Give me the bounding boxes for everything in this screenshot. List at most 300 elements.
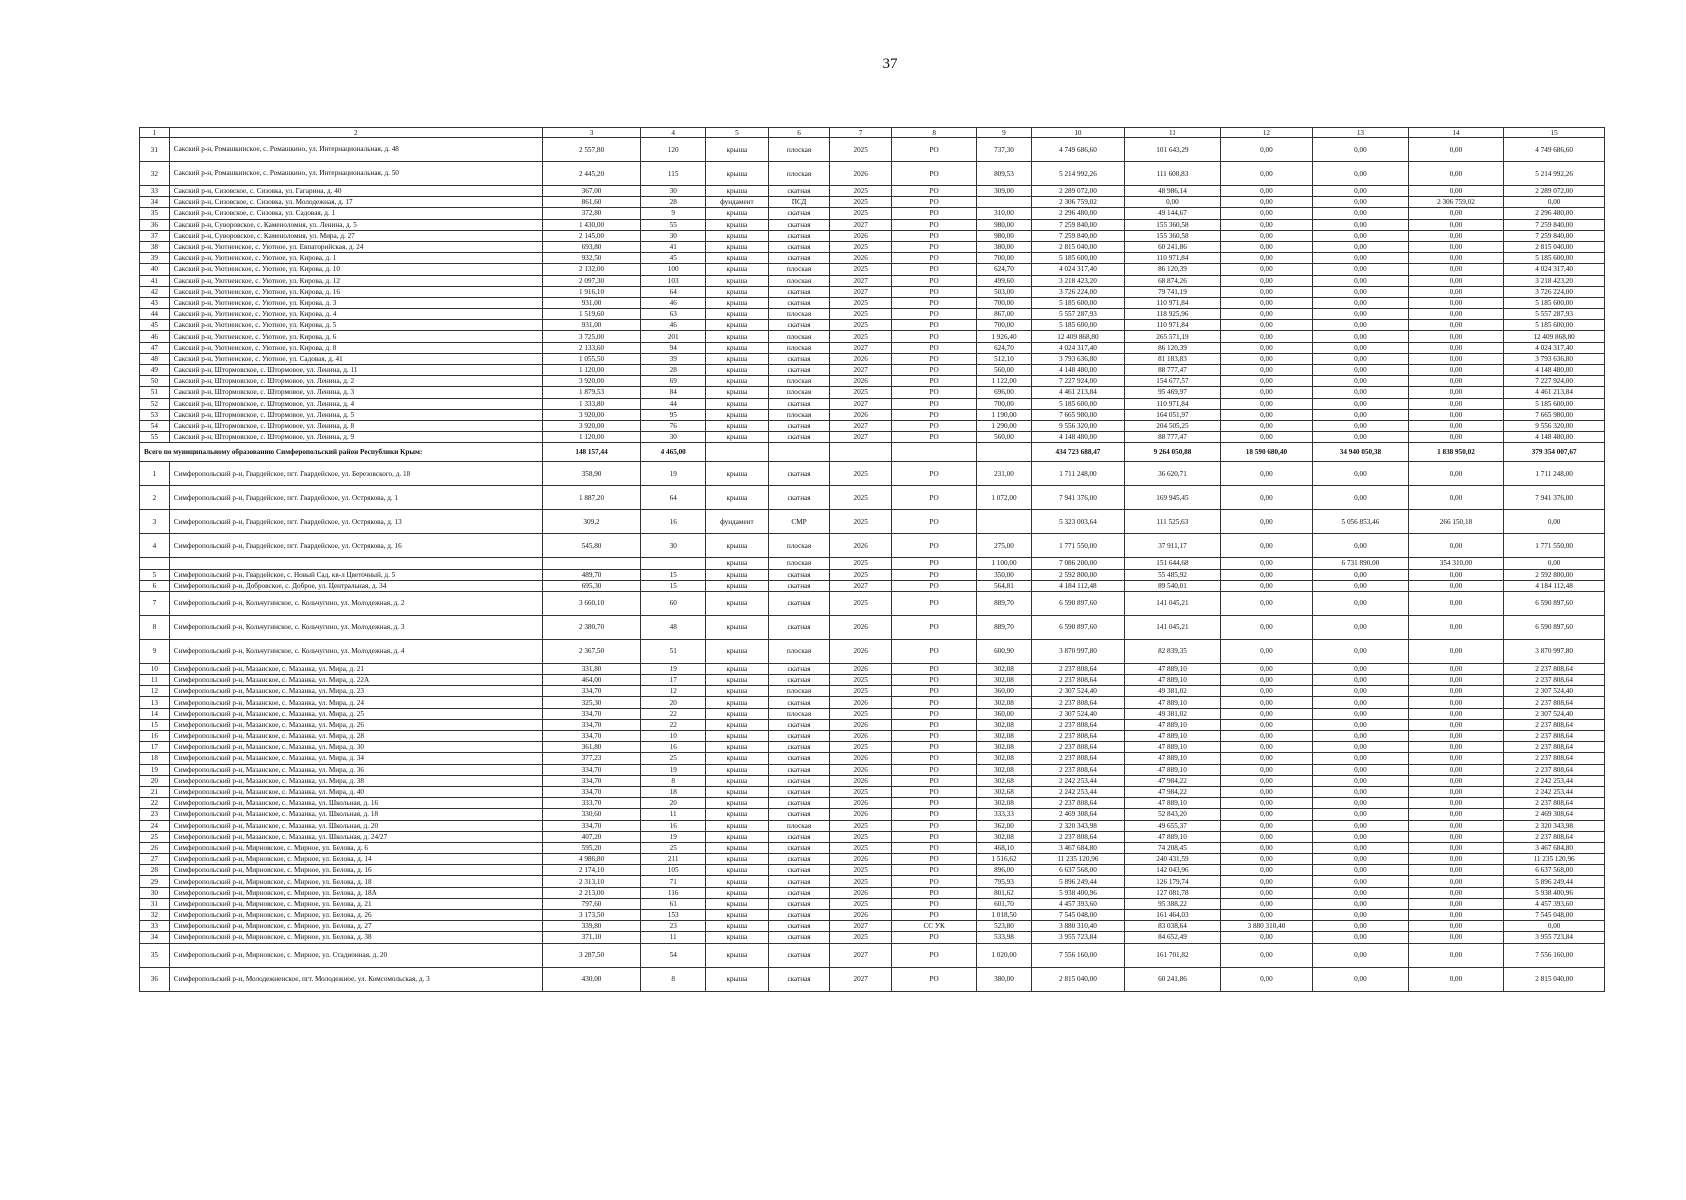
value-cell-c13: 0,00 xyxy=(1313,186,1409,197)
value-cell-c3: 2 145,00 xyxy=(542,230,641,241)
value-cell-c12: 0,00 xyxy=(1220,462,1312,486)
value-cell-c4: 201 xyxy=(641,331,706,342)
value-cell-c13: 0,00 xyxy=(1313,921,1409,932)
value-cell-c7: 2025 xyxy=(830,186,892,197)
value-cell-c3: 333,70 xyxy=(542,798,641,809)
address-cell: Симферопольский р-н, Мирновское, с. Мирное, ул. Белова, д. 16 xyxy=(169,865,542,876)
table-row xyxy=(140,675,1605,686)
value-cell-c15: 4 024 317,40 xyxy=(1504,264,1605,275)
value-cell-c11: 83 038,64 xyxy=(1125,921,1221,932)
value-cell-c9: 302,08 xyxy=(977,764,1031,775)
value-cell-c12: 0,00 xyxy=(1220,309,1312,320)
value-cell-c7: 2026 xyxy=(830,887,892,898)
value-cell-c7: 2026 xyxy=(830,615,892,639)
address-cell: Симферопольский р-н, Добровское, с. Доброе, ул. Центральная, д. 34 xyxy=(169,580,542,591)
value-cell-c13: 0,00 xyxy=(1313,663,1409,674)
value-cell-c3: 361,80 xyxy=(542,742,641,753)
value-cell-c7: 2025 xyxy=(830,898,892,909)
value-cell-c10: 7 259 840,00 xyxy=(1031,219,1124,230)
value-cell-c11: 60 241,86 xyxy=(1125,241,1221,252)
address-cell: Сакский р-н, Штормовское, с. Штормовое, ул. Ленина, д. 4 xyxy=(169,398,542,409)
value-cell-c8: РО xyxy=(891,331,976,342)
row-number: 3 xyxy=(140,510,170,534)
total-empty-c5 xyxy=(706,443,769,462)
value-cell-c3: 334,70 xyxy=(542,686,641,697)
value-cell-c5: крыша xyxy=(706,432,769,443)
address-cell: Симферопольский р-н, Мазанское, с. Мазанка, ул. Мира, д. 21 xyxy=(169,663,542,674)
row-number: 1 xyxy=(140,462,170,486)
value-cell-c6: скатная xyxy=(768,697,830,708)
value-cell-c5: крыша xyxy=(706,854,769,865)
value-cell-c3: 3 920,00 xyxy=(542,376,641,387)
value-cell-c11: 68 874,26 xyxy=(1125,275,1221,286)
value-cell-c8: РО xyxy=(891,365,976,376)
value-cell-c6: скатная xyxy=(768,230,830,241)
value-cell-c13: 0,00 xyxy=(1313,286,1409,297)
value-cell-c10: 3 467 684,80 xyxy=(1031,842,1124,853)
value-cell-c10: 1 711 248,00 xyxy=(1031,462,1124,486)
value-cell-c15: 7 545 048,00 xyxy=(1504,910,1605,921)
value-cell-c14: 0,00 xyxy=(1408,275,1504,286)
table-row xyxy=(140,297,1605,308)
table-row xyxy=(140,910,1605,921)
total-c11: 9 264 050,88 xyxy=(1125,443,1221,462)
value-cell-c13: 0,00 xyxy=(1313,591,1409,615)
table-row xyxy=(140,510,1605,534)
value-cell-c11: 110 971,84 xyxy=(1125,253,1221,264)
address-cell: Сакский р-н, Уютненское, с. Уютное, ул. Кирова, д. 10 xyxy=(169,264,542,275)
value-cell-c11: 82 839,35 xyxy=(1125,639,1221,663)
value-cell-c13: 0,00 xyxy=(1313,753,1409,764)
value-cell-c11: 240 431,59 xyxy=(1125,854,1221,865)
value-cell-c5: крыша xyxy=(706,775,769,786)
value-cell-c15: 5 557 287,93 xyxy=(1504,309,1605,320)
value-cell-c9: 980,00 xyxy=(977,230,1031,241)
value-cell-c3: 2 133,60 xyxy=(542,342,641,353)
value-cell-c12: 0,00 xyxy=(1220,742,1312,753)
value-cell-c12: 0,00 xyxy=(1220,591,1312,615)
value-cell-c6: скатная xyxy=(768,420,830,431)
value-cell-c5: крыша xyxy=(706,831,769,842)
value-cell-c13: 0,00 xyxy=(1313,831,1409,842)
value-cell-c12: 0,00 xyxy=(1220,898,1312,909)
value-cell-c6: скатная xyxy=(768,580,830,591)
value-cell-c9: 302,08 xyxy=(977,719,1031,730)
value-cell-c4: 18 xyxy=(641,786,706,797)
table-row xyxy=(140,775,1605,786)
value-cell-c9: 564,81 xyxy=(977,580,1031,591)
value-cell-c15: 7 227 924,00 xyxy=(1504,376,1605,387)
value-cell-c5: крыша xyxy=(706,731,769,742)
value-cell-c7: 2025 xyxy=(830,820,892,831)
value-cell-c6: плоская xyxy=(768,387,830,398)
value-cell-c5: крыша xyxy=(706,708,769,719)
value-cell-c11: 265 571,19 xyxy=(1125,331,1221,342)
value-cell-c6: скатная xyxy=(768,320,830,331)
value-cell-c12: 0,00 xyxy=(1220,230,1312,241)
value-cell-c13: 0,00 xyxy=(1313,208,1409,219)
value-cell-c14: 0,00 xyxy=(1408,331,1504,342)
value-cell-c8: РО xyxy=(891,398,976,409)
value-cell-c5: крыша xyxy=(706,297,769,308)
value-cell-c15: 3 870 997,80 xyxy=(1504,639,1605,663)
total-c12: 18 590 680,40 xyxy=(1220,443,1312,462)
value-cell-c3: 595,20 xyxy=(542,842,641,853)
value-cell-c11: 47 889,10 xyxy=(1125,831,1221,842)
value-cell-c5: крыша xyxy=(706,697,769,708)
column-number-7: 7 xyxy=(830,128,892,138)
column-number-15: 15 xyxy=(1504,128,1605,138)
value-cell-c3: 2 174,10 xyxy=(542,865,641,876)
table-row xyxy=(140,569,1605,580)
value-cell-c10: 6 590 897,60 xyxy=(1031,615,1124,639)
value-cell-c9: 896,00 xyxy=(977,865,1031,876)
address-cell: Сакский р-н, Штормовское, с. Штормовое, ул. Ленина, д. 11 xyxy=(169,365,542,376)
value-cell-c15: 0,00 xyxy=(1504,510,1605,534)
value-cell-c8: РО xyxy=(891,591,976,615)
row-number: 33 xyxy=(140,921,170,932)
value-cell-c11: 47 889,10 xyxy=(1125,697,1221,708)
value-cell-c9: 231,00 xyxy=(977,462,1031,486)
value-cell-c12: 0,00 xyxy=(1220,842,1312,853)
value-cell-c11: 84 652,49 xyxy=(1125,932,1221,943)
value-cell-c3: 3 660,10 xyxy=(542,591,641,615)
value-cell-c7: 2026 xyxy=(830,809,892,820)
value-cell-c9: 737,30 xyxy=(977,138,1031,162)
address-cell: Симферопольский р-н, Гвардейское, с. Новый Сад, кв-л Цветочный, д. 5 xyxy=(169,569,542,580)
value-cell-c9: 560,00 xyxy=(977,365,1031,376)
value-cell-c15: 6 637 568,00 xyxy=(1504,865,1605,876)
total-c3: 148 157,44 xyxy=(542,443,641,462)
value-cell-c13: 0,00 xyxy=(1313,162,1409,186)
value-cell-c14: 0,00 xyxy=(1408,742,1504,753)
value-cell-c6: плоская xyxy=(768,686,830,697)
table-row xyxy=(140,731,1605,742)
value-cell-c15: 4 024 317,40 xyxy=(1504,342,1605,353)
value-cell-c10: 2 237 808,64 xyxy=(1031,675,1124,686)
value-cell-c9: 362,00 xyxy=(977,820,1031,831)
value-cell-c5: крыша xyxy=(706,558,769,569)
value-cell-c9: 700,00 xyxy=(977,297,1031,308)
value-cell-c7: 2026 xyxy=(830,253,892,264)
value-cell-c7: 2025 xyxy=(830,486,892,510)
value-cell-c10: 2 242 253,44 xyxy=(1031,775,1124,786)
value-cell-c8: РО xyxy=(891,264,976,275)
capital-repair-table xyxy=(139,127,1605,992)
value-cell-c11: 110 971,84 xyxy=(1125,320,1221,331)
value-cell-c8: РО xyxy=(891,719,976,730)
address-cell: Симферопольский р-н, Мазанское, с. Мазанка, ул. Мира, д. 34 xyxy=(169,753,542,764)
table-row xyxy=(140,854,1605,865)
value-cell-c15: 5 896 249,44 xyxy=(1504,876,1605,887)
column-number-2: 2 xyxy=(169,128,542,138)
value-cell-c7: 2025 xyxy=(830,309,892,320)
value-cell-c6: скатная xyxy=(768,831,830,842)
value-cell-c14: 0,00 xyxy=(1408,409,1504,420)
value-cell-c11: 95 388,22 xyxy=(1125,898,1221,909)
value-cell-c5: крыша xyxy=(706,534,769,558)
table-row xyxy=(140,921,1605,932)
value-cell-c4: 19 xyxy=(641,764,706,775)
value-cell-c9: 867,00 xyxy=(977,309,1031,320)
value-cell-c3: 861,60 xyxy=(542,197,641,208)
value-cell-c12: 0,00 xyxy=(1220,764,1312,775)
value-cell-c8: РО xyxy=(891,219,976,230)
value-cell-c13: 0,00 xyxy=(1313,615,1409,639)
column-number-row xyxy=(140,128,1605,138)
value-cell-c13: 0,00 xyxy=(1313,275,1409,286)
value-cell-c4: 64 xyxy=(641,486,706,510)
value-cell-c5: крыша xyxy=(706,241,769,252)
value-cell-c15: 2 237 808,64 xyxy=(1504,675,1605,686)
value-cell-c9: 333,33 xyxy=(977,809,1031,820)
value-cell-c13: 0,00 xyxy=(1313,342,1409,353)
row-number: 54 xyxy=(140,420,170,431)
value-cell-c8: РО xyxy=(891,876,976,887)
value-cell-c13: 0,00 xyxy=(1313,775,1409,786)
value-cell-c4: 100 xyxy=(641,264,706,275)
value-cell-c11: 111 525,63 xyxy=(1125,510,1221,534)
value-cell-c12: 0,00 xyxy=(1220,775,1312,786)
value-cell-c5: крыша xyxy=(706,162,769,186)
column-number-5: 5 xyxy=(706,128,769,138)
value-cell-c11: 161 701,82 xyxy=(1125,943,1221,967)
row-number: 39 xyxy=(140,253,170,264)
value-cell-c11: 169 945,45 xyxy=(1125,486,1221,510)
value-cell-c14: 0,00 xyxy=(1408,297,1504,308)
value-cell-c14: 0,00 xyxy=(1408,569,1504,580)
value-cell-c8: РО xyxy=(891,775,976,786)
value-cell-c5: крыша xyxy=(706,398,769,409)
value-cell-c6: скатная xyxy=(768,764,830,775)
value-cell-c9: 380,00 xyxy=(977,967,1031,991)
value-cell-c15: 0,00 xyxy=(1504,197,1605,208)
value-cell-c13: 0,00 xyxy=(1313,241,1409,252)
value-cell-c4: 8 xyxy=(641,775,706,786)
value-cell-c7: 2027 xyxy=(830,967,892,991)
value-cell-c6: скатная xyxy=(768,854,830,865)
row-number: 32 xyxy=(140,162,170,186)
value-cell-c8: РО xyxy=(891,376,976,387)
value-cell-c12: 0,00 xyxy=(1220,197,1312,208)
table-row xyxy=(140,663,1605,674)
address-cell: Симферопольский р-н, Мирновское, с. Мирное, ул. Белова, д. 26 xyxy=(169,910,542,921)
value-cell-c10: 2 237 808,64 xyxy=(1031,742,1124,753)
value-cell-c12: 0,00 xyxy=(1220,580,1312,591)
address-cell: Симферопольский р-н, Мирновское, с. Мирное, ул. Белова, д. 14 xyxy=(169,854,542,865)
value-cell-c14: 0,00 xyxy=(1408,309,1504,320)
value-cell-c10: 4 148 480,00 xyxy=(1031,432,1124,443)
value-cell-c7: 2025 xyxy=(830,241,892,252)
value-cell-c15: 1 711 248,00 xyxy=(1504,462,1605,486)
table-row xyxy=(140,186,1605,197)
value-cell-c8: РО xyxy=(891,409,976,420)
row-number: 10 xyxy=(140,663,170,674)
table-row xyxy=(140,932,1605,943)
value-cell-c11: 204 505,25 xyxy=(1125,420,1221,431)
value-cell-c15: 2 469 308,64 xyxy=(1504,809,1605,820)
value-cell-c8: РО xyxy=(891,887,976,898)
value-cell-c6: плоская xyxy=(768,162,830,186)
value-cell-c7: 2026 xyxy=(830,798,892,809)
value-cell-c10: 1 771 550,00 xyxy=(1031,534,1124,558)
table-row xyxy=(140,615,1605,639)
value-cell-c4: 22 xyxy=(641,708,706,719)
value-cell-c3: 2 313,10 xyxy=(542,876,641,887)
value-cell-c8: РО xyxy=(891,967,976,991)
table-row xyxy=(140,809,1605,820)
total-empty-c7 xyxy=(830,443,892,462)
value-cell-c9: 302,08 xyxy=(977,753,1031,764)
row-number: 27 xyxy=(140,854,170,865)
value-cell-c12: 0,00 xyxy=(1220,376,1312,387)
value-cell-c5: крыша xyxy=(706,820,769,831)
value-cell-c13: 0,00 xyxy=(1313,898,1409,909)
value-cell-c8: РО xyxy=(891,297,976,308)
row-number: 17 xyxy=(140,742,170,753)
value-cell-c10: 5 896 249,44 xyxy=(1031,876,1124,887)
value-cell-c3: 3 725,00 xyxy=(542,331,641,342)
value-cell-c13: 0,00 xyxy=(1313,876,1409,887)
value-cell-c7: 2027 xyxy=(830,365,892,376)
value-cell-c15: 7 941 376,00 xyxy=(1504,486,1605,510)
value-cell-c12: 0,00 xyxy=(1220,253,1312,264)
value-cell-c11: 36 620,71 xyxy=(1125,462,1221,486)
row-number: 5 xyxy=(140,569,170,580)
value-cell-c9: 624,70 xyxy=(977,264,1031,275)
value-cell-c7: 2025 xyxy=(830,462,892,486)
row-number: 22 xyxy=(140,798,170,809)
value-cell-c9: 1 018,50 xyxy=(977,910,1031,921)
value-cell-c15: 7 259 840,00 xyxy=(1504,219,1605,230)
value-cell-c15: 2 307 524,40 xyxy=(1504,708,1605,719)
table-row xyxy=(140,138,1605,162)
value-cell-c3: 489,70 xyxy=(542,569,641,580)
value-cell-c3: 932,50 xyxy=(542,253,641,264)
value-cell-c5: крыша xyxy=(706,764,769,775)
row-number: 51 xyxy=(140,387,170,398)
value-cell-c10: 5 185 600,00 xyxy=(1031,253,1124,264)
row-number: 8 xyxy=(140,615,170,639)
value-cell-c3: 1 887,20 xyxy=(542,486,641,510)
value-cell-c10: 6 637 568,00 xyxy=(1031,865,1124,876)
value-cell-c12: 0,00 xyxy=(1220,798,1312,809)
value-cell-c6: плоская xyxy=(768,558,830,569)
value-cell-c7: 2026 xyxy=(830,719,892,730)
value-cell-c12: 0,00 xyxy=(1220,219,1312,230)
value-cell-c3: 1 519,60 xyxy=(542,309,641,320)
value-cell-c15: 2 815 040,00 xyxy=(1504,967,1605,991)
value-cell-c6: плоская xyxy=(768,820,830,831)
value-cell-c4: 39 xyxy=(641,353,706,364)
value-cell-c4: 48 xyxy=(641,615,706,639)
value-cell-c3: 371,10 xyxy=(542,932,641,943)
value-cell-c15: 5 938 400,96 xyxy=(1504,887,1605,898)
column-number-13: 13 xyxy=(1313,128,1409,138)
value-cell-c7: 2025 xyxy=(830,932,892,943)
value-cell-c9: 380,00 xyxy=(977,241,1031,252)
value-cell-c9: 600,90 xyxy=(977,639,1031,663)
value-cell-c4: 11 xyxy=(641,932,706,943)
value-cell-c4: 71 xyxy=(641,876,706,887)
total-c4: 4 465,00 xyxy=(641,443,706,462)
value-cell-c11: 37 911,17 xyxy=(1125,534,1221,558)
value-cell-c9: 302,08 xyxy=(977,731,1031,742)
value-cell-c10: 4 749 686,60 xyxy=(1031,138,1124,162)
value-cell-c10: 2 815 040,00 xyxy=(1031,967,1124,991)
value-cell-c15: 6 590 897,60 xyxy=(1504,591,1605,615)
table-row xyxy=(140,719,1605,730)
address-cell: Сакский р-н, Штормовское, с. Штормовое, ул. Ленина, д. 5 xyxy=(169,409,542,420)
value-cell-c8: РО xyxy=(891,569,976,580)
value-cell-c9: 310,00 xyxy=(977,208,1031,219)
value-cell-c9: 499,60 xyxy=(977,275,1031,286)
address-cell: Симферопольский р-н, Мирновское, с. Мирное, ул. Белова, д. 27 xyxy=(169,921,542,932)
value-cell-c12: 0,00 xyxy=(1220,432,1312,443)
row-number: 19 xyxy=(140,764,170,775)
value-cell-c5: крыша xyxy=(706,686,769,697)
value-cell-c14: 0,00 xyxy=(1408,432,1504,443)
value-cell-c14: 0,00 xyxy=(1408,639,1504,663)
column-number-10: 10 xyxy=(1031,128,1124,138)
value-cell-c6: скатная xyxy=(768,569,830,580)
address-cell: Симферопольский р-н, Мирновское, с. Мирное, ул. Белова, д. 18 xyxy=(169,876,542,887)
value-cell-c6: скатная xyxy=(768,932,830,943)
value-cell-c5: крыша xyxy=(706,275,769,286)
value-cell-c8: РО xyxy=(891,898,976,909)
value-cell-c4: 55 xyxy=(641,219,706,230)
value-cell-c7: 2025 xyxy=(830,591,892,615)
value-cell-c8: РО xyxy=(891,162,976,186)
value-cell-c12: 0,00 xyxy=(1220,820,1312,831)
value-cell-c6: скатная xyxy=(768,253,830,264)
value-cell-c13: 0,00 xyxy=(1313,534,1409,558)
value-cell-c14: 0,00 xyxy=(1408,775,1504,786)
value-cell-c4: 8 xyxy=(641,967,706,991)
value-cell-c4: 84 xyxy=(641,387,706,398)
value-cell-c10: 2 289 072,00 xyxy=(1031,186,1124,197)
value-cell-c4: 211 xyxy=(641,854,706,865)
value-cell-c15: 12 409 868,80 xyxy=(1504,331,1605,342)
table-row xyxy=(140,820,1605,831)
value-cell-c11: 0,00 xyxy=(1125,197,1221,208)
value-cell-c10: 2 242 253,44 xyxy=(1031,786,1124,797)
value-cell-c11: 60 241,86 xyxy=(1125,967,1221,991)
value-cell-c6: ПСД xyxy=(768,197,830,208)
value-cell-c8: РО xyxy=(891,208,976,219)
address-cell: Симферопольский р-н, Мазанское, с. Мазанка, ул. Школьная, д. 16 xyxy=(169,798,542,809)
value-cell-c9: 980,00 xyxy=(977,219,1031,230)
value-cell-c14: 0,00 xyxy=(1408,264,1504,275)
value-cell-c15: 2 320 343,98 xyxy=(1504,820,1605,831)
value-cell-c5: крыша xyxy=(706,420,769,431)
value-cell-c9: 302,08 xyxy=(977,697,1031,708)
value-cell-c3: 1 879,53 xyxy=(542,387,641,398)
value-cell-c10: 5 323 003,64 xyxy=(1031,510,1124,534)
value-cell-c4: 19 xyxy=(641,462,706,486)
row-number: 41 xyxy=(140,275,170,286)
value-cell-c7: 2026 xyxy=(830,230,892,241)
value-cell-c7: 2026 xyxy=(830,409,892,420)
address-cell: Симферопольский р-н, Мазанское, с. Мазанка, ул. Мира, д. 38 xyxy=(169,775,542,786)
value-cell-c8: РО xyxy=(891,309,976,320)
value-cell-c3: 407,20 xyxy=(542,831,641,842)
value-cell-c14: 0,00 xyxy=(1408,615,1504,639)
value-cell-c5: крыша xyxy=(706,675,769,686)
value-cell-c7: 2025 xyxy=(830,387,892,398)
value-cell-c13: 0,00 xyxy=(1313,675,1409,686)
value-cell-c3: 2 557,80 xyxy=(542,138,641,162)
